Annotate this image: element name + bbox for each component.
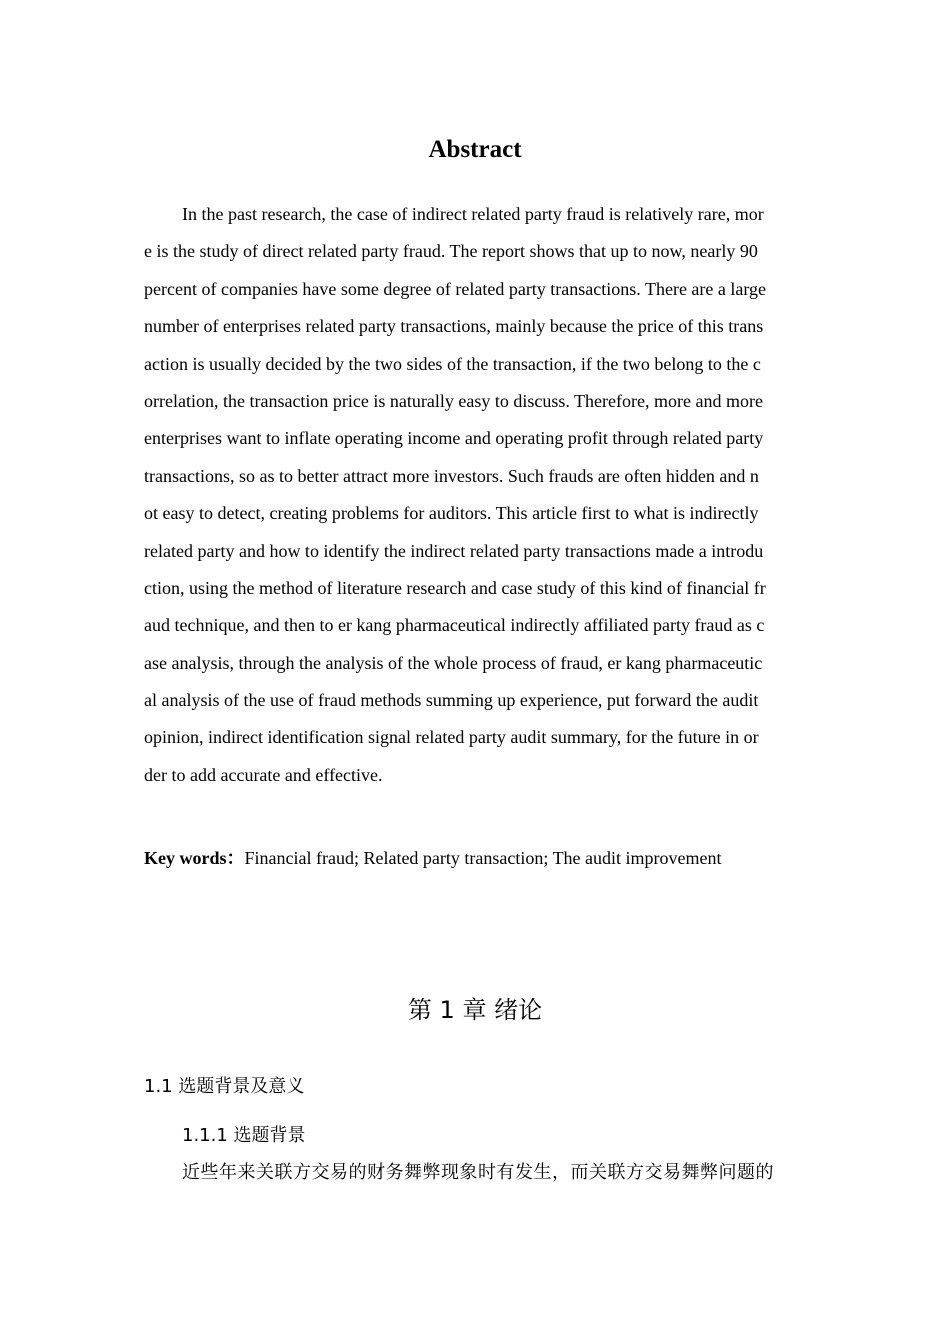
chapter-title: 第 1 章 绪论 <box>407 996 543 1024</box>
abstract-line: aud technique, and then to er kang pharmaceutical indirectly affiliated party fraud as c <box>144 615 765 636</box>
body-paragraph-line: 近些年来关联方交易的财务舞弊现象时有发生，而关联方交易舞弊问题的 <box>182 1162 774 1183</box>
abstract-body <box>144 196 808 794</box>
abstract-line: opinion, indirect identification signal related party audit summary, for the future in or <box>144 727 759 748</box>
abstract-line: ction, using the method of literature research and case study of this kind of financial fr <box>144 577 766 598</box>
keywords-value: Financial fraud; Related party transaction; The audit improvement <box>244 848 722 868</box>
abstract-line: In the past research, the case of indirect related party fraud is relatively rare, mor <box>182 204 764 224</box>
keywords-line <box>144 842 824 874</box>
abstract-line: al analysis of the use of fraud methods summing up experience, put forward the audit <box>144 690 759 711</box>
abstract-line: transactions, so as to better attract more investors. Such frauds are often hidden and n <box>144 465 759 486</box>
abstract-line: ase analysis, through the analysis of the whole process of fraud, er kang pharmaceutic <box>144 652 763 673</box>
abstract-line: related party and how to identify the indirect related party transactions made a introdu <box>144 540 764 561</box>
abstract-line: ot easy to detect, creating problems for auditors. This article first to what is indirectly <box>144 503 759 524</box>
abstract-line: action is usually decided by the two sides of the transaction, if the two belong to the c <box>144 353 761 374</box>
abstract-line: percent of companies have some degree of related party transactions. There are a large <box>144 278 767 299</box>
abstract-title: Abstract <box>428 136 522 163</box>
abstract-line: e is the study of direct related party fraud. The report shows that up to now, nearly 90 <box>144 241 758 262</box>
abstract-line: der to add accurate and effective. <box>144 764 383 785</box>
abstract-line: orrelation, the transaction price is naturally easy to discuss. Therefore, more and more <box>144 390 763 411</box>
keywords-label: Key words <box>144 848 227 868</box>
abstract-line: enterprises want to inflate operating income and operating profit through related party <box>144 428 764 449</box>
subsection-heading: 1.1.1 选题背景 <box>182 1125 306 1146</box>
section-heading: 1.1 选题背景及意义 <box>144 1076 305 1097</box>
abstract-line: number of enterprises related party transactions, mainly because the price of this trans <box>144 316 764 337</box>
keywords-separator: ： <box>226 848 245 868</box>
